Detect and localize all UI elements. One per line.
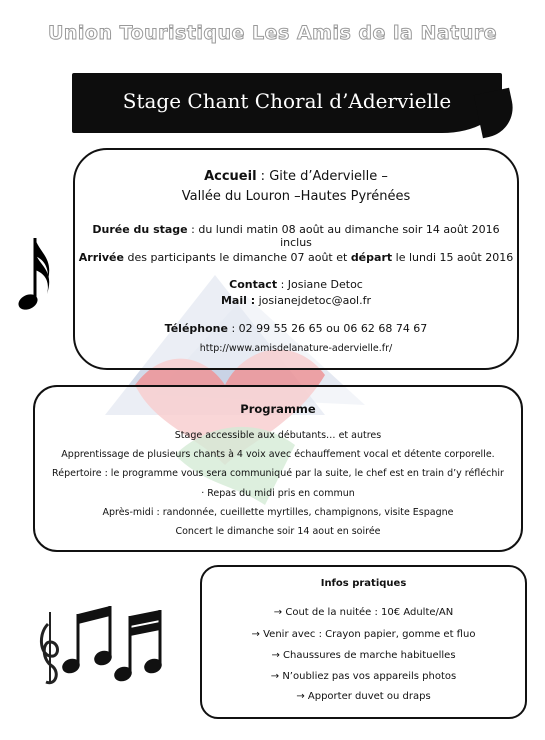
- contact-line: [75, 278, 517, 291]
- programme-item: Stage accessible aux débutants… et autres: [174, 430, 382, 441]
- programme-item: · Repas du midi pris en commun: [201, 488, 355, 499]
- telephone-line: [75, 322, 517, 335]
- depart-value: le lundi 15 août 2016: [392, 251, 514, 264]
- page-title: Stage Chant Choral d’Adervielle: [122, 89, 452, 113]
- music-notes-icon: [30, 594, 180, 694]
- programme-heading: Programme: [240, 402, 316, 416]
- arrivee-label: Arrivée: [78, 251, 124, 264]
- infos-item: → Apporter duvet ou draps: [296, 691, 431, 702]
- telephone-value: : 02 99 55 26 65 ou 06 62 68 74 67: [227, 322, 428, 335]
- vallee-line: Vallée du Louron –Hautes Pyrénées: [181, 189, 411, 204]
- eighth-note-icon: [17, 228, 57, 318]
- title-banner: [72, 73, 502, 133]
- contact-value: : Josiane Detoc: [277, 278, 363, 291]
- programme-item: Concert le dimanche soir 14 aout en soirée: [175, 526, 381, 537]
- accueil-value: : Gite d’Adervielle –: [256, 169, 388, 184]
- telephone-label: Téléphone: [164, 322, 228, 335]
- info-box: [73, 148, 519, 370]
- depart-label: départ: [350, 251, 393, 264]
- duree-line: [75, 223, 517, 249]
- programme-box: [33, 385, 523, 552]
- programme-item: Après-midi : randonnée, cueillette myrtilles, champignons, visite Espagne: [102, 507, 454, 518]
- infos-pratiques-heading: Infos pratiques: [320, 578, 407, 589]
- contact-label: Contact: [229, 278, 278, 291]
- arrivee-line: [75, 251, 517, 264]
- organization-name: Union Touristique Les Amis de la Nature: [47, 22, 498, 44]
- infos-item: → Cout de la nuitée : 10€ Adulte/AN: [273, 607, 454, 618]
- mail-line: [75, 294, 517, 307]
- accueil-line: [75, 169, 517, 184]
- website-link[interactable]: http://www.amisdelanature-adervielle.fr/: [199, 343, 393, 354]
- programme-item: Apprentissage de plusieurs chants à 4 voix avec échauffement vocal et détente corporelle.: [61, 449, 495, 460]
- duree-label: Durée du stage: [92, 223, 188, 236]
- duree-value: : du lundi matin 08 août au dimanche soir 14 août 2016 inclus: [187, 223, 500, 249]
- arrivee-mid: des participants le dimanche 07 août et: [123, 251, 351, 264]
- infos-item: → Chaussures de marche habituelles: [271, 650, 456, 661]
- mail-label: Mail :: [220, 294, 256, 307]
- infos-pratiques-box: [200, 565, 527, 719]
- accueil-label: Accueil: [204, 169, 257, 184]
- infos-item: → N’oubliez pas vos appareils photos: [270, 671, 457, 682]
- infos-item: → Venir avec : Crayon papier, gomme et fluo: [251, 629, 476, 640]
- programme-item: Répertoire : le programme vous sera communiqué par la suite, le chef est en train d’y réfléchir: [52, 468, 504, 479]
- mail-value: josianejdetoc@aol.fr: [255, 294, 371, 307]
